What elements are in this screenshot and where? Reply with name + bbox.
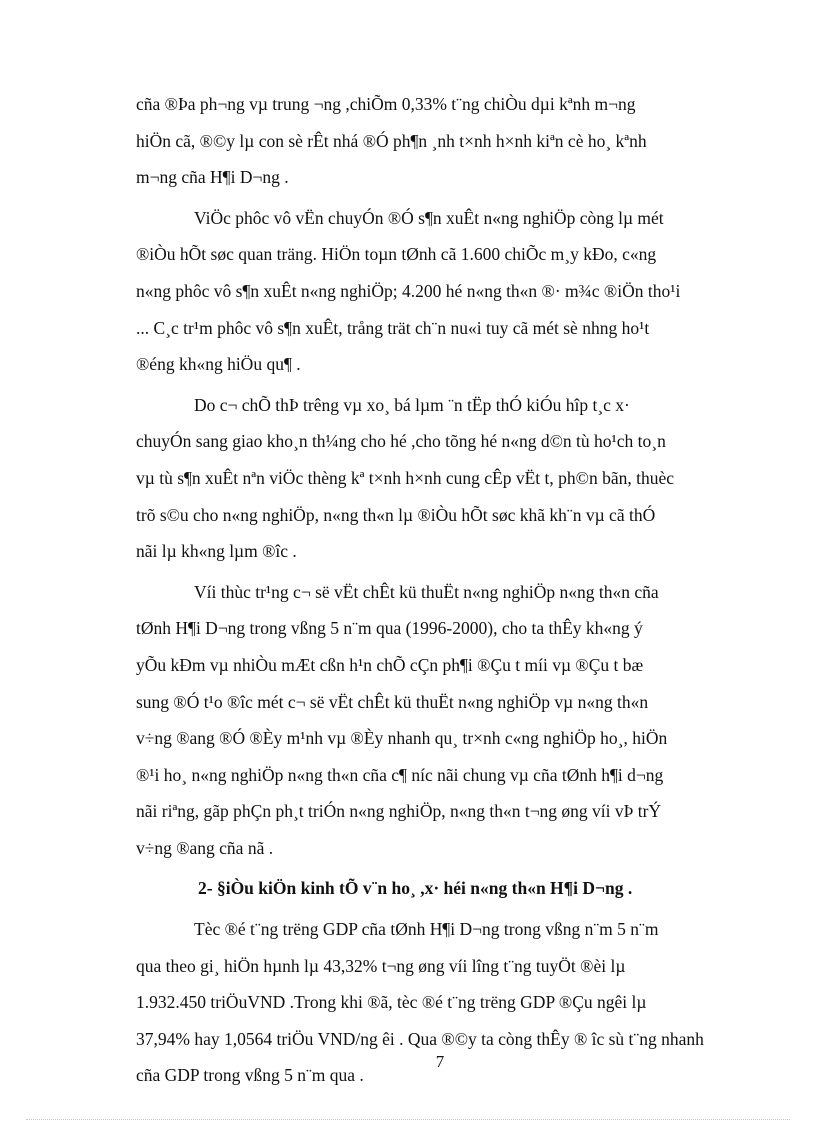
paragraph-infrastructure <box>136 574 766 867</box>
text-line: nãi riªng, gãp phÇn ph¸t triÓn n«ng nghiÖp, n«ng th«n t¬ng øng víi vÞ trÝ <box>136 801 662 822</box>
section-heading: 2- §iÒu kiÖn kinh tÕ v¨n ho¸ ,x· héi n«ng th«n H¶i D¬ng . <box>198 878 633 899</box>
text-line: trõ s©u cho n«ng nghiÖp, n«ng th«n lµ ®iÒu hÕt søc khã kh¨n vµ cã thÓ <box>136 504 656 525</box>
paragraph-transport <box>136 200 766 383</box>
text-line: m¬ng cña H¶i D¬ng . <box>136 167 289 188</box>
text-line: Do c¬ chÕ thÞ trêng vµ xo¸ bá lµm ¨n tËp thÓ kiÓu hîp t¸c x· <box>194 394 630 415</box>
text-line: v÷ng ®ang ®Ó ®Èy m¹nh vµ ®Èy nhanh qu¸ tr×nh c«ng nghiÖp ho¸, hiÖn <box>136 728 668 749</box>
text-line: Víi thùc tr¹ng c¬ së vËt chÊt kü thuËt n«ng nghiÖp n«ng th«n cña <box>194 581 659 602</box>
text-line: yÕu kÐm vµ nhiÒu mÆt cßn h¹n chÕ cÇn ph¶i ®Çu t míi vµ ®Çu t bæ <box>136 654 644 675</box>
text-line: vµ tù s¶n xuÊt nªn viÖc thèng kª t×nh h×nh cung cÊp vËt t, ph©n bãn, thuèc <box>136 467 674 488</box>
text-line: ViÖc phôc vô vËn chuyÓn ®Ó s¶n xuÊt n«ng nghiÖp còng lµ mét <box>194 207 664 228</box>
text-line: hiÖn cã, ®©y lµ con sè rÊt nhá ®Ó ph¶n ¸nh t×nh h×nh kiªn cè ho¸ kªnh <box>136 130 647 151</box>
text-line: v÷ng ®ang cña nã . <box>136 837 274 858</box>
text-line: ®iÒu hÕt søc quan träng. HiÖn toµn tØnh cã 1.600 chiÕc m¸y kÐo, c«ng <box>136 244 657 265</box>
text-line: 1.932.450 triÖuVND .Trong khi ®ã, tèc ®é t¨ng trëng GDP ®Çu ngêi lµ <box>136 992 647 1013</box>
text-line: tØnh H¶i D¬ng trong vßng 5 n¨m qua (1996-2000), cho ta thÊy kh«ng ý <box>136 618 643 639</box>
text-line: chuyÓn sang giao kho¸n th¼ng cho hé ,cho tõng hé n«ng d©n tù ho¹ch to¸n <box>136 431 666 452</box>
paragraph-market-mechanism <box>136 387 766 570</box>
page-number: 7 <box>435 1052 445 1071</box>
text-line: qua theo gi¸ hiÖn hµnh lµ 43,32% t¬ng øng víi lîng t¨ng tuyÖt ®èi lµ <box>136 955 626 976</box>
text-line: n«ng phôc vô s¶n xuÊt n«ng nghiÖp; 4.200 hé n«ng th«n ®· m¾c ®iÖn tho¹i <box>136 280 681 301</box>
footer-divider <box>26 1119 790 1120</box>
text-line: ®éng kh«ng hiÖu qu¶ . <box>136 354 301 375</box>
text-line: 37,94% hay 1,0564 triÖu VND/ng êi . Qua ®©y ta còng thÊy ® îc sù t¨ng nhanh <box>136 1028 704 1049</box>
text-line: cña ®Þa ph¬ng vµ trung ¬ng ,chiÕm 0,33% t¨ng chiÒu dµi kªnh m¬ng <box>136 94 636 114</box>
text-line: Tèc ®é t¨ng trëng GDP cña tØnh H¶i D¬ng trong vßng n¨m 5 n¨m <box>194 919 659 940</box>
paragraph-canal-stats <box>136 86 766 196</box>
body-text <box>136 86 766 1098</box>
text-line: nãi lµ kh«ng lµm ®îc . <box>136 541 297 562</box>
text-line: ... C¸c tr¹m phôc vô s¶n xuÊt, trång trät ch¨n nu«i tuy cã mét sè nhng ho¹t <box>136 317 650 338</box>
text-line: cña GDP trong vßng 5 n¨m qua . <box>136 1065 364 1086</box>
text-line: ®¹i ho¸ n«ng nghiÖp n«ng th«n cña c¶ níc nãi chung vµ cña tØnh h¶i d¬ng <box>136 764 664 785</box>
text-line: sung ®Ó t¹o ®îc mét c¬ së vËt chÊt kü thuËt n«ng nghiÖp vµ n«ng th«n <box>136 691 649 712</box>
